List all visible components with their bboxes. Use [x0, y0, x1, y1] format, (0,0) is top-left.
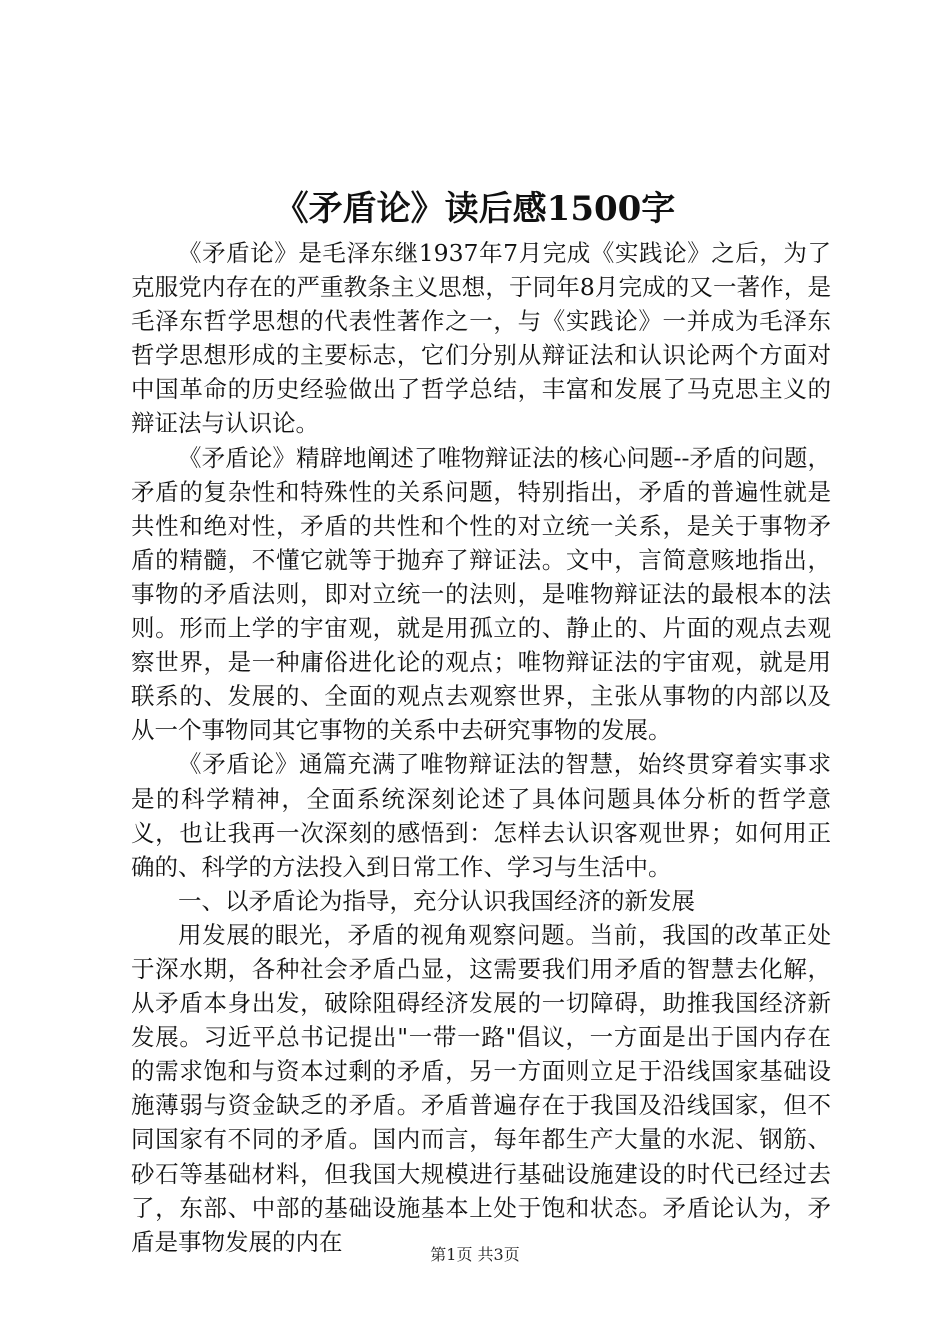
page-number-footer: 第1页 共3页: [430, 1245, 520, 1264]
paragraph-intro: 《矛盾论》是毛泽东继1937年7月完成《实践论》之后，为了克服党内存在的严重教条主义思想，于同年8月完成的又一著作，是毛泽东哲学思想的代表性著作之一，与《实践论》一并成为毛泽东哲学思想形成的主要标志，它们分别从辩证法和认识论两个方面对中国革命的历史经验做出了哲学总结，丰富和发展了马克思主义的辩证法与认识论。: [131, 239, 831, 438]
document-title: 《矛盾论》读后感1500字: [274, 189, 676, 229]
document-body: [131, 236, 831, 1259]
paragraph-core-problem: 《矛盾论》精辟地阐述了唯物辩证法的核心问题--矛盾的问题，矛盾的复杂性和特殊性的关系问题，特别指出，矛盾的普遍性就是共性和绝对性，矛盾的共性和个性的对立统一关系，是关于事物矛盾的精髓，不懂它就等于抛弃了辩证法。文中，言简意赅地指出，事物的矛盾法则，即对立统一的法则，是唯物辩证法的最根本的法则。形而上学的宇宙观，就是用孤立的、静止的、片面的观点去观察世界，是一种庸俗进化论的观点；唯物辩证法的宇宙观，就是用联系的、发展的、全面的观点去观察世界，主张从事物的内部以及从一个事物同其它事物的关系中去研究事物的发展。: [131, 443, 831, 745]
section-heading: 一、以矛盾论为指导，充分认识我国经济的新发展: [178, 886, 695, 915]
paragraph-wisdom: 《矛盾论》通篇充满了唯物辩证法的智慧，始终贯穿着实事求是的科学精神，全面系统深刻论述了具体问题具体分析的哲学意义，也让我再一次深刻的感悟到：怎样去认识客观世界；如何用正确的、科学的方法投入到日常工作、学习与生活中。: [131, 750, 831, 881]
paragraph-economy: 用发展的眼光，矛盾的视角观察问题。当前，我国的改革正处于深水期，各种社会矛盾凸显，这需要我们用矛盾的智慧去化解，从矛盾本身出发，破除阻碍经济发展的一切障碍，助推我国经济新发展。习近平总书记提出"一带一路"倡议，一方面是出于国内存在的需求饱和与资本过剩的矛盾，另一方面则立足于沿线国家基础设施薄弱与资金缺乏的矛盾。矛盾普遍存在于我国及沿线国家，但不同国家有不同的矛盾。国内而言，每年都生产大量的水泥、钢筋、砂石等基础材料，但我国大规模进行基础设施建设的时代已经过去了，东部、中部的基础设施基本上处于饱和状态。矛盾论认为，矛盾是事物发展的内在: [131, 920, 831, 1256]
